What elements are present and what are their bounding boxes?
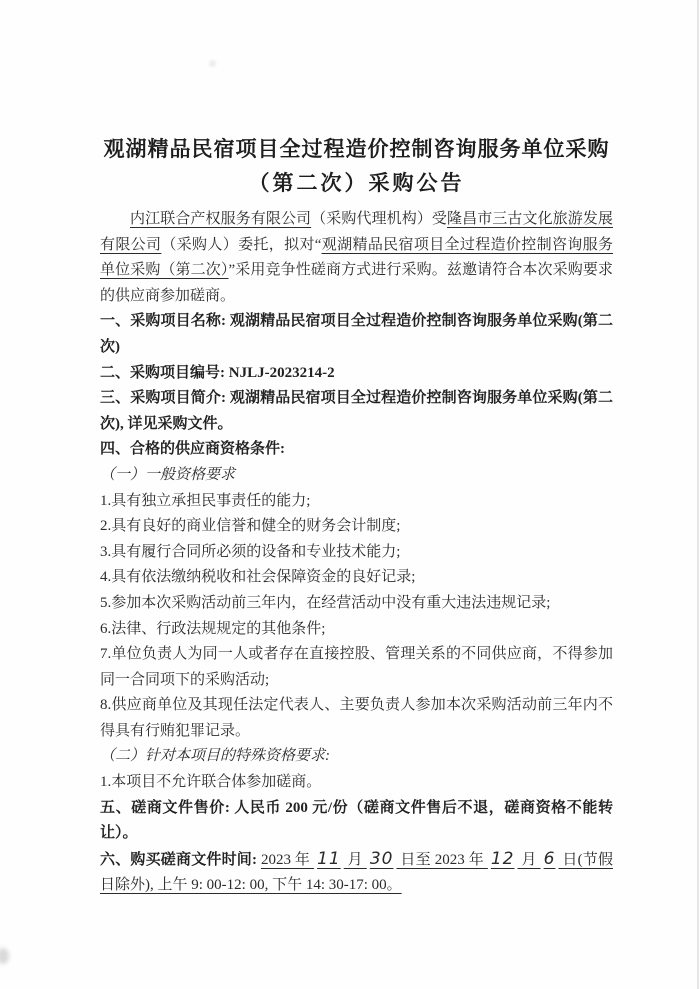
general-requirements-header: （一）一般资格要求 xyxy=(100,466,236,483)
intro-paragraph xyxy=(100,207,613,309)
intro-text: （采购人）委托，拟对“ xyxy=(161,236,322,253)
item-project-name xyxy=(100,309,613,360)
special-requirements-header: （二）针对本项目的特殊资格要求: xyxy=(100,748,330,765)
intro-text: （采购代理机构）受 xyxy=(311,211,448,227)
scan-smudge xyxy=(0,948,9,964)
scan-smudge xyxy=(209,60,216,67)
item-purchase-time-label: 六、购买磋商文件时间: xyxy=(100,851,261,868)
item-project-name-value: 观湖精品民宿项目全过程造价控制咨询服务单位采购(第二次) xyxy=(100,313,613,355)
document-title-line1: 观湖精品民宿项目全过程造价控制咨询服务单位采购 xyxy=(103,137,610,161)
item-project-name-label: 一、采购项目名称: xyxy=(100,313,230,330)
special-requirement-1: 1.本项目不允许联合体参加磋商。 xyxy=(100,774,322,791)
handwritten-month-end: 12 xyxy=(490,848,515,869)
intro-text: ”采用竞争性磋商方式进行采购。兹邀请符合本次采购要求的供应商参加磋商。 xyxy=(100,262,613,304)
handwritten-month-start: 11 xyxy=(317,848,341,869)
requirement-4: 4.具有依法缴纳税收和社会保障资金的良好记录; xyxy=(100,569,416,586)
item-project-number-label: 二、采购项目编号: xyxy=(100,364,229,381)
item-project-number-value: NJLJ-2023214-2 xyxy=(228,364,335,381)
project-name-quoted: 观湖精品民宿项目全过程造价控制咨询服务单位采购（第二次） xyxy=(100,236,613,279)
item-project-brief-label: 三、采购项目简介: xyxy=(100,390,230,407)
agency-name: 内江联合产权服务有限公司 xyxy=(130,211,312,227)
item-project-brief xyxy=(100,386,613,437)
requirement-6: 6.法律、行政法规规定的其他条件; xyxy=(100,620,326,637)
document-title-line2: （第二次）采购公告 xyxy=(248,171,465,195)
item-purchase-time xyxy=(100,847,613,899)
time-text: 日(节假日除外), 上午 9: 00-12: 00, 下午 14: 30-17: 00。 xyxy=(100,851,613,894)
handwritten-day-end: 6 xyxy=(543,848,556,869)
item-qualification-header-label: 四、合格的供应商资格条件: xyxy=(100,441,285,458)
time-text: 日至 2023 年 xyxy=(396,851,488,868)
handwritten-day-start: 30 xyxy=(369,848,394,869)
requirement-8: 8.供应商单位及其现任法定代表人、主要负责人参加本次采购活动前三年内不得具有行贿犯罪记录。 xyxy=(100,697,613,739)
requirement-3: 3.具有履行合同所必须的设备和专业技术能力; xyxy=(100,543,401,560)
item-project-number xyxy=(100,361,613,387)
item-project-brief-value: 观湖精品民宿项目全过程造价控制咨询服务单位采购(第二次), 详见采购文件。 xyxy=(100,390,613,432)
requirement-5: 5.参加本次采购活动前三年内，在经营活动中没有重大违法违规记录; xyxy=(100,594,551,611)
item-document-price-value: 人民币 200 元/份（磋商文件售后不退，磋商资格不能转让）。 xyxy=(100,799,614,842)
page-edge-shadow xyxy=(697,0,699,989)
requirement-1: 1.具有独立承担民事责任的能力; xyxy=(100,492,311,509)
time-text: 2023 年 xyxy=(260,851,315,868)
time-text: 月 xyxy=(343,851,367,868)
time-text: 月 xyxy=(517,851,541,868)
item-document-price xyxy=(100,796,613,847)
item-qualification-header xyxy=(100,437,613,463)
item-document-price-label: 五、磋商文件售价: xyxy=(100,799,235,816)
purchaser-name: 隆昌市三古文化旅游发展有限公司 xyxy=(100,211,613,253)
requirement-2: 2.具有良好的商业信誉和健全的财务会计制度; xyxy=(100,518,401,535)
document-content xyxy=(100,132,613,899)
requirement-7: 7.单位负责人为同一人或者存在直接控股、管理关系的不同供应商，不得参加同一合同项下的采购活动; xyxy=(100,646,613,688)
